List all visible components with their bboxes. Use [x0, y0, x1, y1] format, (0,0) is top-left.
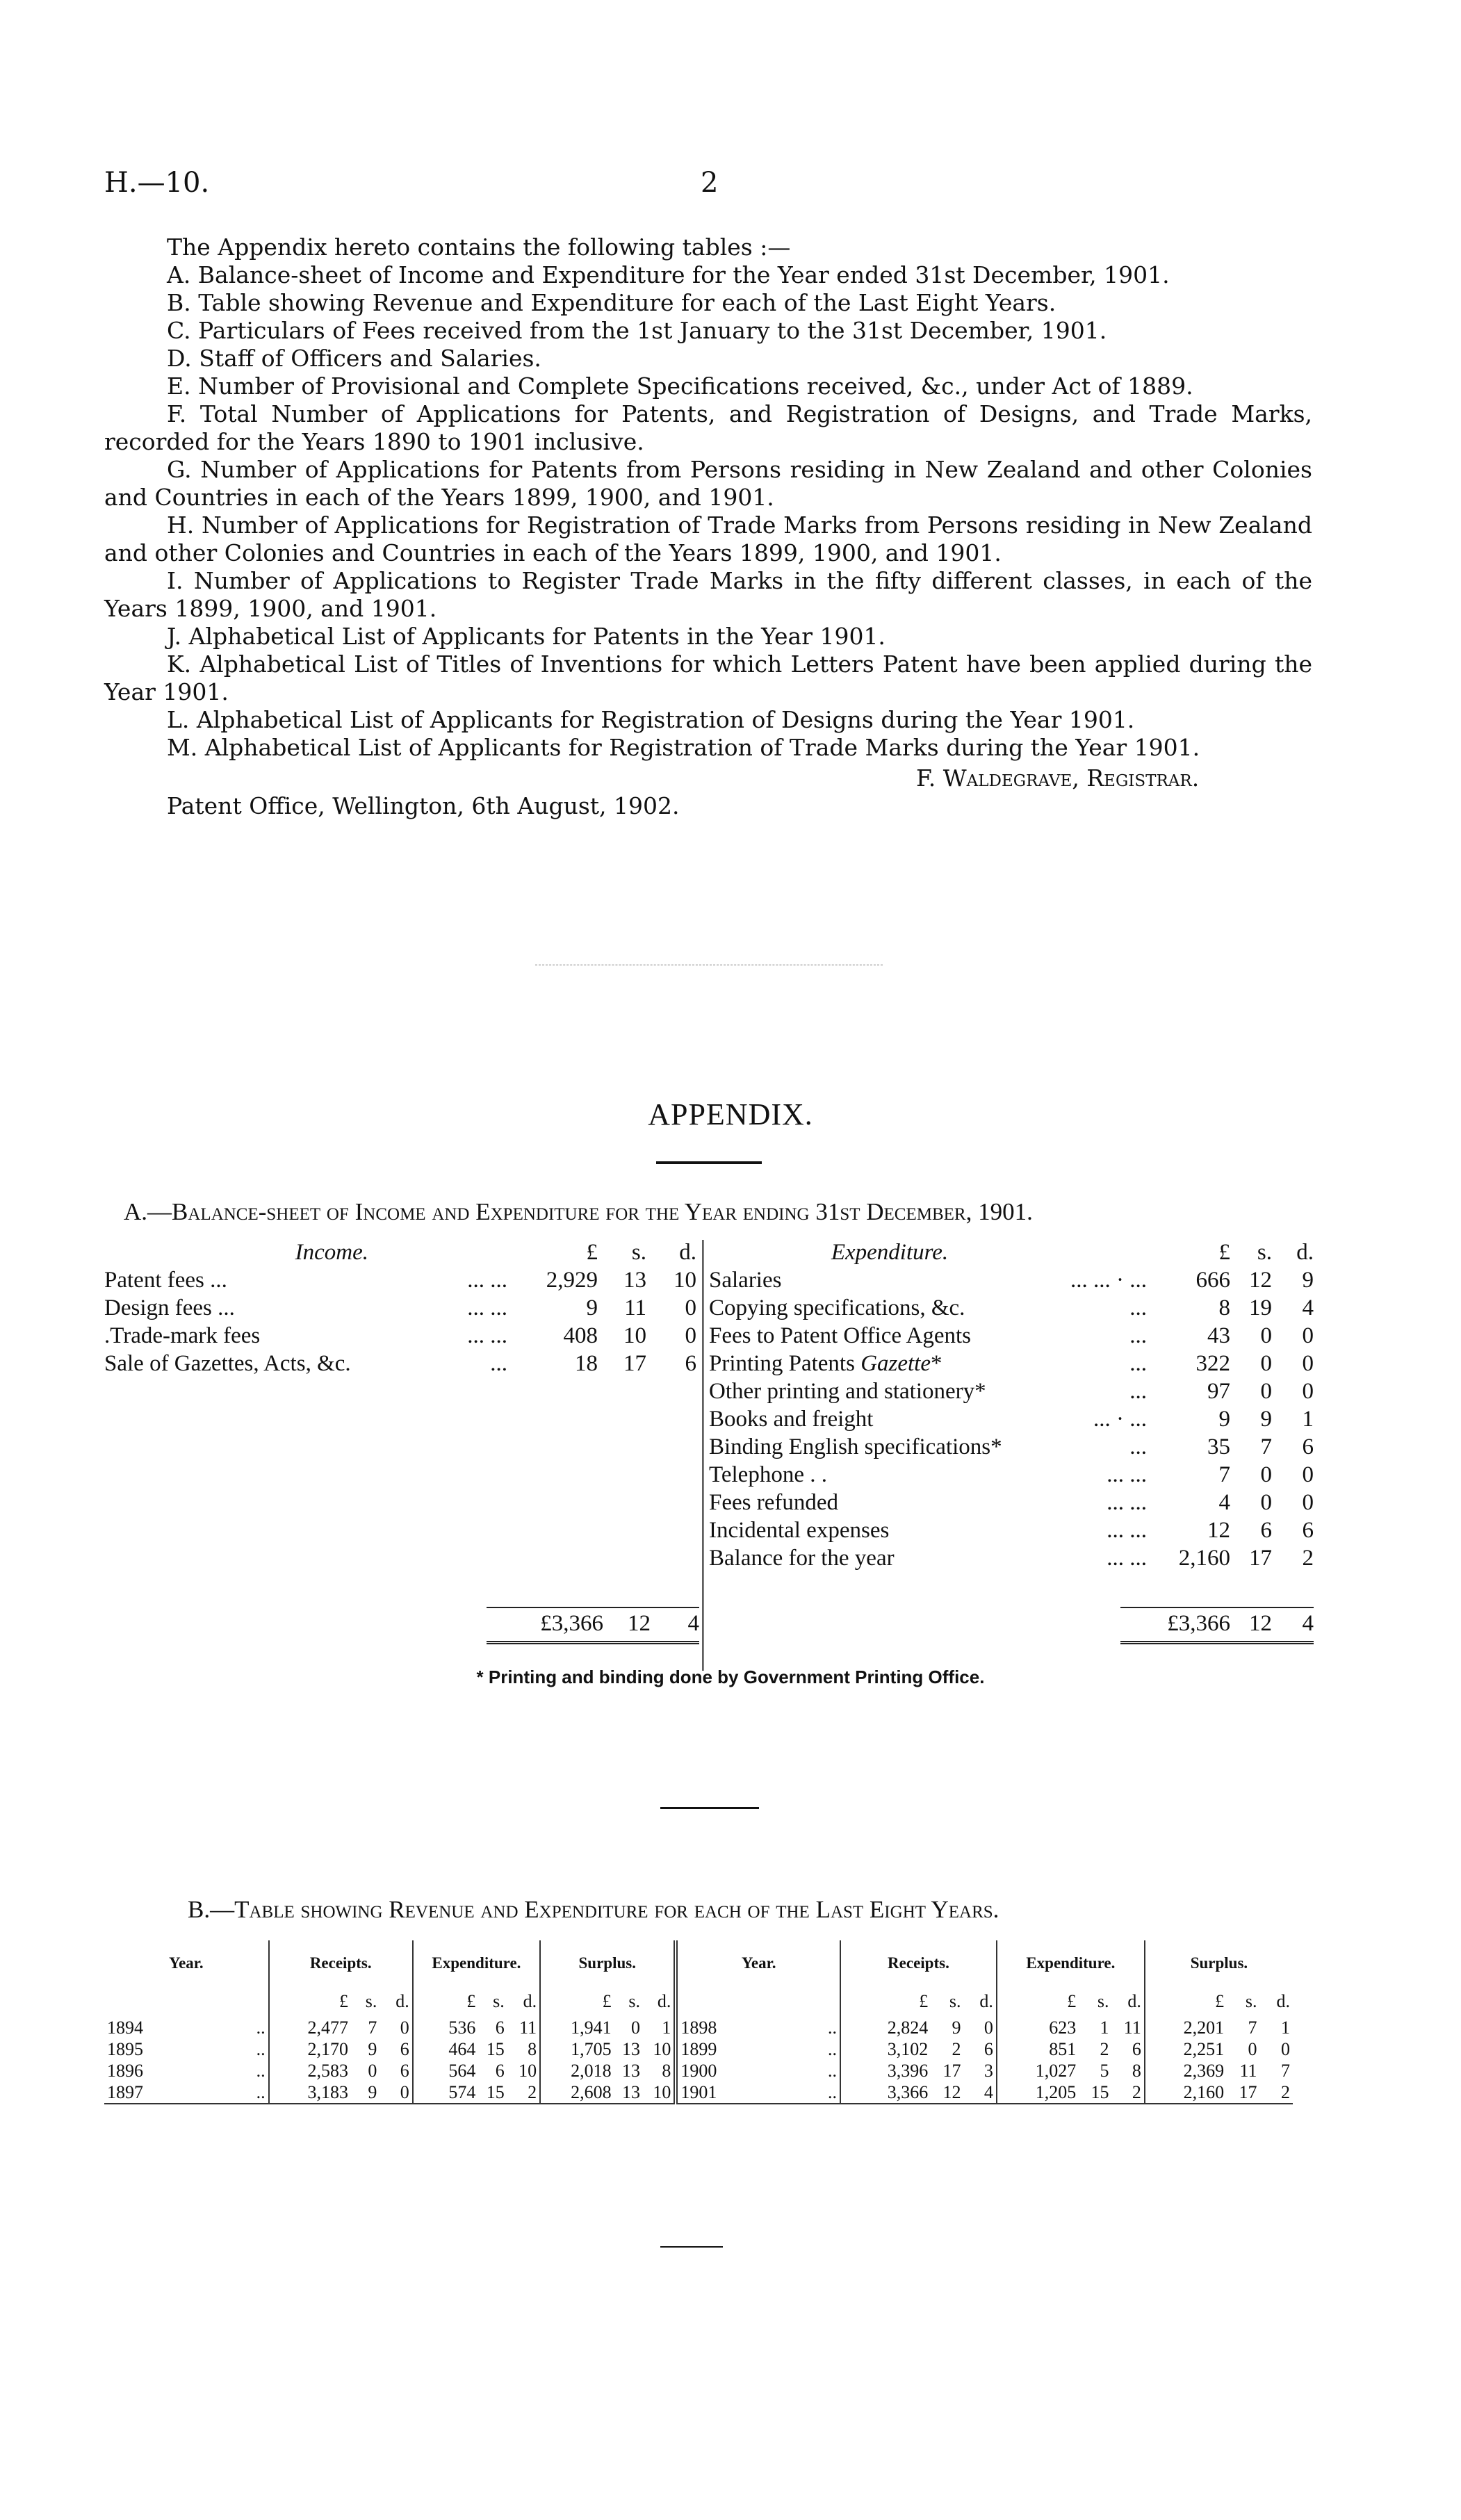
amount-cell: 13 [622, 2038, 641, 2059]
column-header: Year. [169, 1954, 204, 1972]
column-header: Year. [676, 1940, 840, 1986]
leader-dots: ... [1129, 1323, 1147, 1348]
registrar-signature [916, 764, 1199, 792]
revenue-table-wrapper [104, 1940, 1293, 2104]
amount-pence: 0 [1302, 1489, 1314, 1515]
amount-cell: 2 [1260, 2081, 1293, 2104]
amount-shillings: 13 [623, 1267, 646, 1293]
amount-pence: 6 [1302, 1434, 1314, 1459]
amount-pounds: 2,929 [546, 1267, 598, 1293]
intro-list-item: G. Number of Applications for Patents from Persons residing in New Zealand and other Colonies and Countries in each of the Years 1899, 1900, and 1901. [104, 456, 1312, 511]
year-value: 1900 [680, 2060, 717, 2081]
amount-cell: 2 [507, 2081, 540, 2104]
amount-cell: 11 [1123, 2017, 1141, 2038]
income-row [104, 1294, 696, 1322]
amount-cell: 5 [1100, 2060, 1109, 2081]
amount-cell: 15 [1079, 2081, 1111, 2104]
year-value: 1899 [680, 2038, 717, 2059]
amount-cell: 574 [413, 2081, 479, 2104]
expenditure-row [709, 1294, 1314, 1322]
expenditure-total-shillings: 12 [1249, 1611, 1272, 1636]
currency-label: s. [493, 1991, 505, 2011]
intro-list-item: K. Alphabetical List of Titles of Inventions for which Letters Patent have been applied during the Year 1901. [104, 651, 1312, 705]
column-header: Surplus. [1145, 1940, 1293, 1986]
expenditure-label: Fees refunded [709, 1489, 839, 1515]
amount-cell: 12 [931, 2081, 963, 2104]
leader-dots: ... · ... [1093, 1406, 1147, 1432]
table-row [104, 2081, 1293, 2104]
expenditure-row [709, 1377, 1314, 1405]
amount-cell: 536 [413, 2017, 479, 2038]
leader-dots: ... [1129, 1434, 1147, 1459]
income-label: Design fees ... [104, 1295, 235, 1320]
leader-dots: ... ... [467, 1323, 507, 1348]
column-header: Expenditure. [997, 1940, 1145, 1986]
amount-pence: 9 [1302, 1267, 1314, 1293]
expenditure-row [709, 1405, 1314, 1433]
table-row [104, 2038, 1293, 2060]
leader-dots: ... ... · ... [1070, 1267, 1147, 1293]
leader-dots: ... ... [1107, 1462, 1147, 1487]
amount-shillings: 17 [1249, 1545, 1272, 1571]
leader-dots: .. [828, 2038, 838, 2059]
amount-cell: 9 [351, 2081, 379, 2104]
currency-label: d. [395, 1991, 409, 2011]
amount-pounds: 408 [563, 1323, 598, 1348]
column-header: Receipts. [269, 1940, 413, 1986]
amount-pence: 6 [1302, 1517, 1314, 1543]
currency-label: s. [628, 1991, 641, 2011]
leader-dots: .. [256, 2081, 266, 2102]
amount-cell: 2,608 [540, 2081, 614, 2104]
amount-cell: 10 [519, 2060, 537, 2081]
expenditure-label: Fees to Patent Office Agents [709, 1323, 971, 1348]
amount-cell: 1,205 [997, 2081, 1079, 2104]
intro-list-item: F. Total Number of Applications for Patents, and Registration of Designs, and Trade Marks, recorded for the Years 1890 to 1901 inclusive. [104, 400, 1312, 455]
amount-cell: 8 [1132, 2060, 1141, 2081]
expenditure-label: Incidental expenses [709, 1517, 890, 1543]
intro-list [104, 261, 1312, 762]
amount-pence: 0 [1302, 1378, 1314, 1404]
expenditure-label: Other printing and stationery* [709, 1378, 986, 1404]
blank-cell [104, 1986, 269, 2017]
leader-dots: ... ... [467, 1295, 507, 1320]
amount-cell: 1 [1100, 2017, 1109, 2038]
intro-list-item: E. Number of Provisional and Complete Specifications received, &c., under Act of 1889. [167, 373, 1193, 400]
intro-list-item: C. Particulars of Fees received from the 1st January to the 31st December, 1901. [167, 317, 1107, 344]
amount-cell: 2 [1100, 2038, 1109, 2059]
amount-pence: 2 [1302, 1545, 1314, 1571]
amount-cell: 2,477 [269, 2017, 351, 2038]
expenditure-total-pounds: £3,366 [1167, 1611, 1230, 1636]
amount-pence: 0 [685, 1295, 696, 1320]
amount-cell: 851 [997, 2038, 1079, 2060]
amount-cell: 11 [519, 2017, 537, 2038]
year-cell [676, 2081, 840, 2104]
amount-shillings: 0 [1260, 1489, 1272, 1515]
amount-cell: 7 [368, 2017, 377, 2038]
amount-pence: 1 [1302, 1406, 1314, 1432]
appendix-underline [656, 1161, 762, 1164]
intro-list-item: H. Number of Applications for Registration of Trade Marks from Persons residing in New Zealand and other Colonies and Countries in each of the Years 1899, 1900, and 1901. [104, 512, 1312, 566]
leader-dots: ... [490, 1350, 507, 1376]
income-total-shillings: 12 [628, 1611, 651, 1636]
amount-cell: 11 [1239, 2060, 1257, 2081]
amount-shillings: 9 [1260, 1406, 1272, 1432]
amount-pounds: 2,160 [1178, 1545, 1230, 1571]
balance-sheet-title [124, 1198, 1033, 1226]
expenditure-row [709, 1489, 1314, 1516]
leader-dots: ... ... [1107, 1517, 1147, 1543]
intro-list-item: B. Table showing Revenue and Expenditure for each of the Last Eight Years. [167, 289, 1056, 316]
pence-heading: d. [679, 1239, 696, 1265]
amount-shillings: 0 [1260, 1462, 1272, 1487]
amount-cell: 6 [400, 2060, 409, 2081]
expenditure-table [709, 1238, 1314, 1572]
currency-label: d. [979, 1991, 993, 2011]
expenditure-total [1120, 1607, 1314, 1644]
amount-cell: 8 [528, 2038, 537, 2059]
amount-cell: 2,018 [540, 2060, 614, 2081]
amount-pence: 0 [685, 1323, 696, 1348]
amount-cell: 17 [942, 2060, 961, 2081]
currency-label: s. [949, 1991, 961, 2011]
year-cell [676, 2038, 840, 2060]
amount-cell: 623 [997, 2017, 1079, 2038]
amount-cell: 3,366 [840, 2081, 931, 2104]
amount-shillings: 17 [623, 1350, 646, 1376]
expenditure-row [709, 1350, 1314, 1377]
amount-cell: 17 [1227, 2081, 1259, 2104]
expenditure-label: Printing Patents Gazette* [709, 1350, 942, 1376]
amount-pounds: 9 [586, 1295, 598, 1320]
amount-pounds: 8 [1218, 1295, 1230, 1320]
table-row [104, 2017, 1293, 2038]
exp-shilling-heading: s. [1257, 1239, 1272, 1265]
section-rule [660, 1807, 759, 1809]
year-value: 1895 [107, 2038, 143, 2059]
amount-cell: 0 [631, 2017, 641, 2038]
year-value: 1901 [680, 2081, 717, 2102]
amount-cell: 9 [952, 2017, 961, 2038]
shilling-heading: s. [631, 1239, 646, 1265]
amount-cell: 2,824 [840, 2017, 931, 2038]
leader-dots: ... ... [467, 1267, 507, 1293]
balance-sheet-footnote: * Printing and binding done by Government Printing Office. [476, 1667, 985, 1687]
pound-heading: £ [586, 1239, 598, 1265]
expenditure-row [709, 1266, 1314, 1294]
currency-label: £ [269, 1986, 351, 2017]
amount-pence: 0 [1302, 1323, 1314, 1348]
exp-pence-heading: d. [1296, 1239, 1314, 1265]
end-rule [660, 2246, 723, 2248]
revenue-table-title-text: B.—Table showing Revenue and Expenditure for each of the Last Eight Years. [188, 1896, 999, 1923]
amount-cell: 2 [952, 2038, 961, 2059]
year-cell [104, 2038, 269, 2060]
currency-label: £ [540, 1986, 614, 2017]
revenue-table [104, 1940, 1293, 2104]
amount-pounds: 4 [1218, 1489, 1230, 1515]
income-label: Sale of Gazettes, Acts, &c. [104, 1350, 351, 1376]
year-cell [104, 2060, 269, 2081]
leader-dots: .. [828, 2017, 838, 2038]
year-cell [676, 2017, 840, 2038]
amount-pounds: 97 [1207, 1378, 1230, 1404]
leader-dots: ... [1129, 1378, 1147, 1404]
amount-shillings: 7 [1260, 1434, 1272, 1459]
income-row [104, 1266, 696, 1294]
amount-cell: 9 [368, 2038, 377, 2059]
amount-pounds: 7 [1218, 1462, 1230, 1487]
currency-label: d. [1127, 1991, 1141, 2011]
amount-cell: 6 [400, 2038, 409, 2059]
income-total-pounds: £3,366 [540, 1611, 603, 1636]
leader-dots: .. [256, 2060, 266, 2081]
amount-cell: 2,201 [1145, 2017, 1227, 2038]
leader-dots: ... [1129, 1350, 1147, 1376]
amount-cell: 1,705 [540, 2038, 614, 2060]
currency-label: s. [1245, 1991, 1257, 2011]
currency-label: £ [413, 1986, 479, 2017]
place-date: Patent Office, Wellington, 6th August, 1902. [167, 792, 680, 819]
expenditure-row [709, 1544, 1314, 1572]
amount-pence: 0 [1302, 1350, 1314, 1376]
amount-cell: 7 [1281, 2060, 1290, 2081]
expenditure-row [709, 1433, 1314, 1461]
expenditure-label: Binding English specifications* [709, 1434, 1002, 1459]
amount-cell: 0 [1281, 2038, 1290, 2059]
amount-pounds: 322 [1195, 1350, 1230, 1376]
amount-cell: 564 [413, 2060, 479, 2081]
amount-cell: 6 [1132, 2038, 1141, 2059]
currency-label: d. [657, 1991, 671, 2011]
appendix-title: APPENDIX. [648, 1097, 813, 1131]
amount-cell: 6 [495, 2017, 505, 2038]
expenditure-label: Telephone . . [709, 1462, 827, 1487]
income-row [104, 1350, 696, 1377]
table-row [104, 2060, 1293, 2081]
amount-cell: 2,160 [1145, 2081, 1227, 2104]
amount-cell: 0 [379, 2081, 412, 2104]
year-value: 1896 [107, 2060, 143, 2081]
amount-cell: 1 [662, 2017, 671, 2038]
income-row [104, 1322, 696, 1350]
year-value: 1894 [107, 2017, 143, 2038]
amount-cell: 3 [983, 2060, 993, 2081]
currency-label: £ [997, 1986, 1079, 2017]
amount-shillings: 12 [1249, 1267, 1272, 1293]
expenditure-label: Balance for the year [709, 1545, 895, 1571]
amount-cell: 1,027 [997, 2060, 1079, 2081]
year-cell [104, 2017, 269, 2038]
amount-cell: 2 [1112, 2081, 1145, 2104]
amount-cell: 0 [983, 2017, 993, 2038]
leader-dots: .. [828, 2081, 838, 2102]
expenditure-heading: Expenditure. [831, 1239, 949, 1265]
income-heading: Income. [295, 1239, 368, 1265]
balance-sheet-title-text: A.—Balance-sheet of Income and Expenditure for the Year ending 31st December, 1901. [124, 1198, 1033, 1225]
document-reference: H.—10. [104, 167, 210, 199]
column-header: Surplus. [540, 1940, 676, 1986]
amount-pounds: 35 [1207, 1434, 1230, 1459]
currency-label: £ [840, 1986, 931, 2017]
intro-list-item: D. Staff of Officers and Salaries. [167, 345, 541, 372]
expenditure-row [709, 1322, 1314, 1350]
income-label: .Trade-mark fees [104, 1323, 261, 1348]
amount-shillings: 19 [1249, 1295, 1272, 1320]
amount-cell: 2,170 [269, 2038, 351, 2060]
amount-cell: 0 [1248, 2038, 1257, 2059]
expenditure-row [709, 1516, 1314, 1544]
income-label: Patent fees ... [104, 1267, 227, 1293]
income-section [104, 1238, 702, 1377]
amount-cell: 1,941 [540, 2017, 614, 2038]
column-header: Receipts. [840, 1940, 997, 1986]
revenue-currency-row [104, 1986, 1293, 2017]
amount-pounds: 9 [1218, 1406, 1230, 1432]
amount-cell: 3,102 [840, 2038, 931, 2060]
year-value: 1898 [680, 2017, 717, 2038]
income-table [104, 1238, 696, 1377]
expenditure-row [709, 1461, 1314, 1489]
intro-list-item: A. Balance-sheet of Income and Expenditure for the Year ended 31st December, 1901. [167, 261, 1170, 288]
intro-list-item: I. Number of Applications to Register Trade Marks in the fifty different classes, in each of the Years 1899, 1900, and 1901. [104, 567, 1312, 622]
amount-shillings: 0 [1260, 1323, 1272, 1348]
amount-cell: 13 [622, 2060, 641, 2081]
amount-cell: 7 [1248, 2017, 1257, 2038]
revenue-table-title [188, 1896, 999, 1924]
amount-pounds: 43 [1207, 1323, 1230, 1348]
currency-label: d. [1276, 1991, 1290, 2011]
page-number: 2 [701, 167, 719, 199]
amount-pence: 4 [1302, 1295, 1314, 1320]
income-total-pence: 4 [687, 1611, 699, 1636]
expenditure-label: Books and freight [709, 1406, 874, 1432]
leader-dots: .. [256, 2017, 266, 2038]
amount-cell: 10 [643, 2081, 676, 2104]
amount-cell: 13 [614, 2081, 643, 2104]
amount-pence: 0 [1302, 1462, 1314, 1487]
signature-text: F. Waldegrave, Registrar. [916, 764, 1200, 792]
amount-cell: 1 [1281, 2017, 1290, 2038]
amount-shillings: 0 [1260, 1350, 1272, 1376]
amount-cell: 6 [495, 2060, 505, 2081]
amount-cell: 3,396 [840, 2060, 931, 2081]
intro-list-item: M. Alphabetical List of Applicants for Registration of Trade Marks during the Year 1901. [167, 734, 1200, 761]
amount-pence: 10 [674, 1267, 696, 1293]
year-value: 1897 [107, 2081, 143, 2102]
amount-cell: 2,583 [269, 2060, 351, 2081]
amount-cell: 4 [964, 2081, 997, 2104]
currency-label: s. [1097, 1991, 1109, 2011]
leader-dots: ... ... [1107, 1489, 1147, 1515]
expenditure-label: Copying specifications, &c. [709, 1295, 965, 1320]
amount-cell: 8 [662, 2060, 671, 2081]
amount-shillings: 6 [1260, 1517, 1272, 1543]
leader-dots: .. [256, 2038, 266, 2059]
amount-cell: 2,369 [1145, 2060, 1227, 2081]
amount-pounds: 666 [1195, 1267, 1230, 1293]
year-cell [676, 2060, 840, 2081]
amount-cell: 15 [486, 2038, 505, 2059]
amount-pence: 6 [685, 1350, 696, 1376]
leader-dots: ... ... [1107, 1545, 1147, 1571]
expenditure-total-pence: 4 [1302, 1611, 1314, 1636]
expenditure-label: Salaries [709, 1267, 782, 1293]
amount-cell: 15 [478, 2081, 507, 2104]
amount-shillings: 11 [624, 1295, 646, 1320]
leader-dots: .. [828, 2060, 838, 2081]
intro-list-item: L. Alphabetical List of Applicants for Registration of Designs during the Year 1901. [167, 706, 1135, 733]
amount-cell: 2,251 [1145, 2038, 1227, 2060]
amount-cell: 0 [400, 2017, 409, 2038]
blank-cell [676, 1986, 840, 2017]
exp-pound-heading: £ [1218, 1239, 1230, 1265]
amount-shillings: 10 [623, 1323, 646, 1348]
column-header: Expenditure. [413, 1940, 540, 1986]
currency-label: s. [365, 1991, 377, 2011]
amount-pounds: 18 [575, 1350, 598, 1376]
leader-dots: ... [1129, 1295, 1147, 1320]
revenue-table-header [104, 1940, 1293, 1986]
amount-cell: 6 [983, 2038, 993, 2059]
income-total [487, 1607, 699, 1644]
intro-block [104, 234, 1312, 762]
year-cell [104, 2081, 269, 2104]
currency-label: £ [1145, 1986, 1227, 2017]
currency-label: d. [523, 1991, 537, 2011]
amount-pounds: 12 [1207, 1517, 1230, 1543]
balance-sheet-divider [702, 1240, 704, 1671]
amount-cell: 0 [368, 2060, 377, 2081]
amount-cell: 10 [653, 2038, 671, 2059]
expenditure-section [709, 1238, 1317, 1572]
amount-cell: 464 [413, 2038, 479, 2060]
intro-list-item: J. Alphabetical List of Applicants for Patents in the Year 1901. [167, 623, 885, 650]
intro-lead: The Appendix hereto contains the following tables :— [167, 234, 791, 261]
amount-cell: 3,183 [269, 2081, 351, 2104]
amount-shillings: 0 [1260, 1378, 1272, 1404]
